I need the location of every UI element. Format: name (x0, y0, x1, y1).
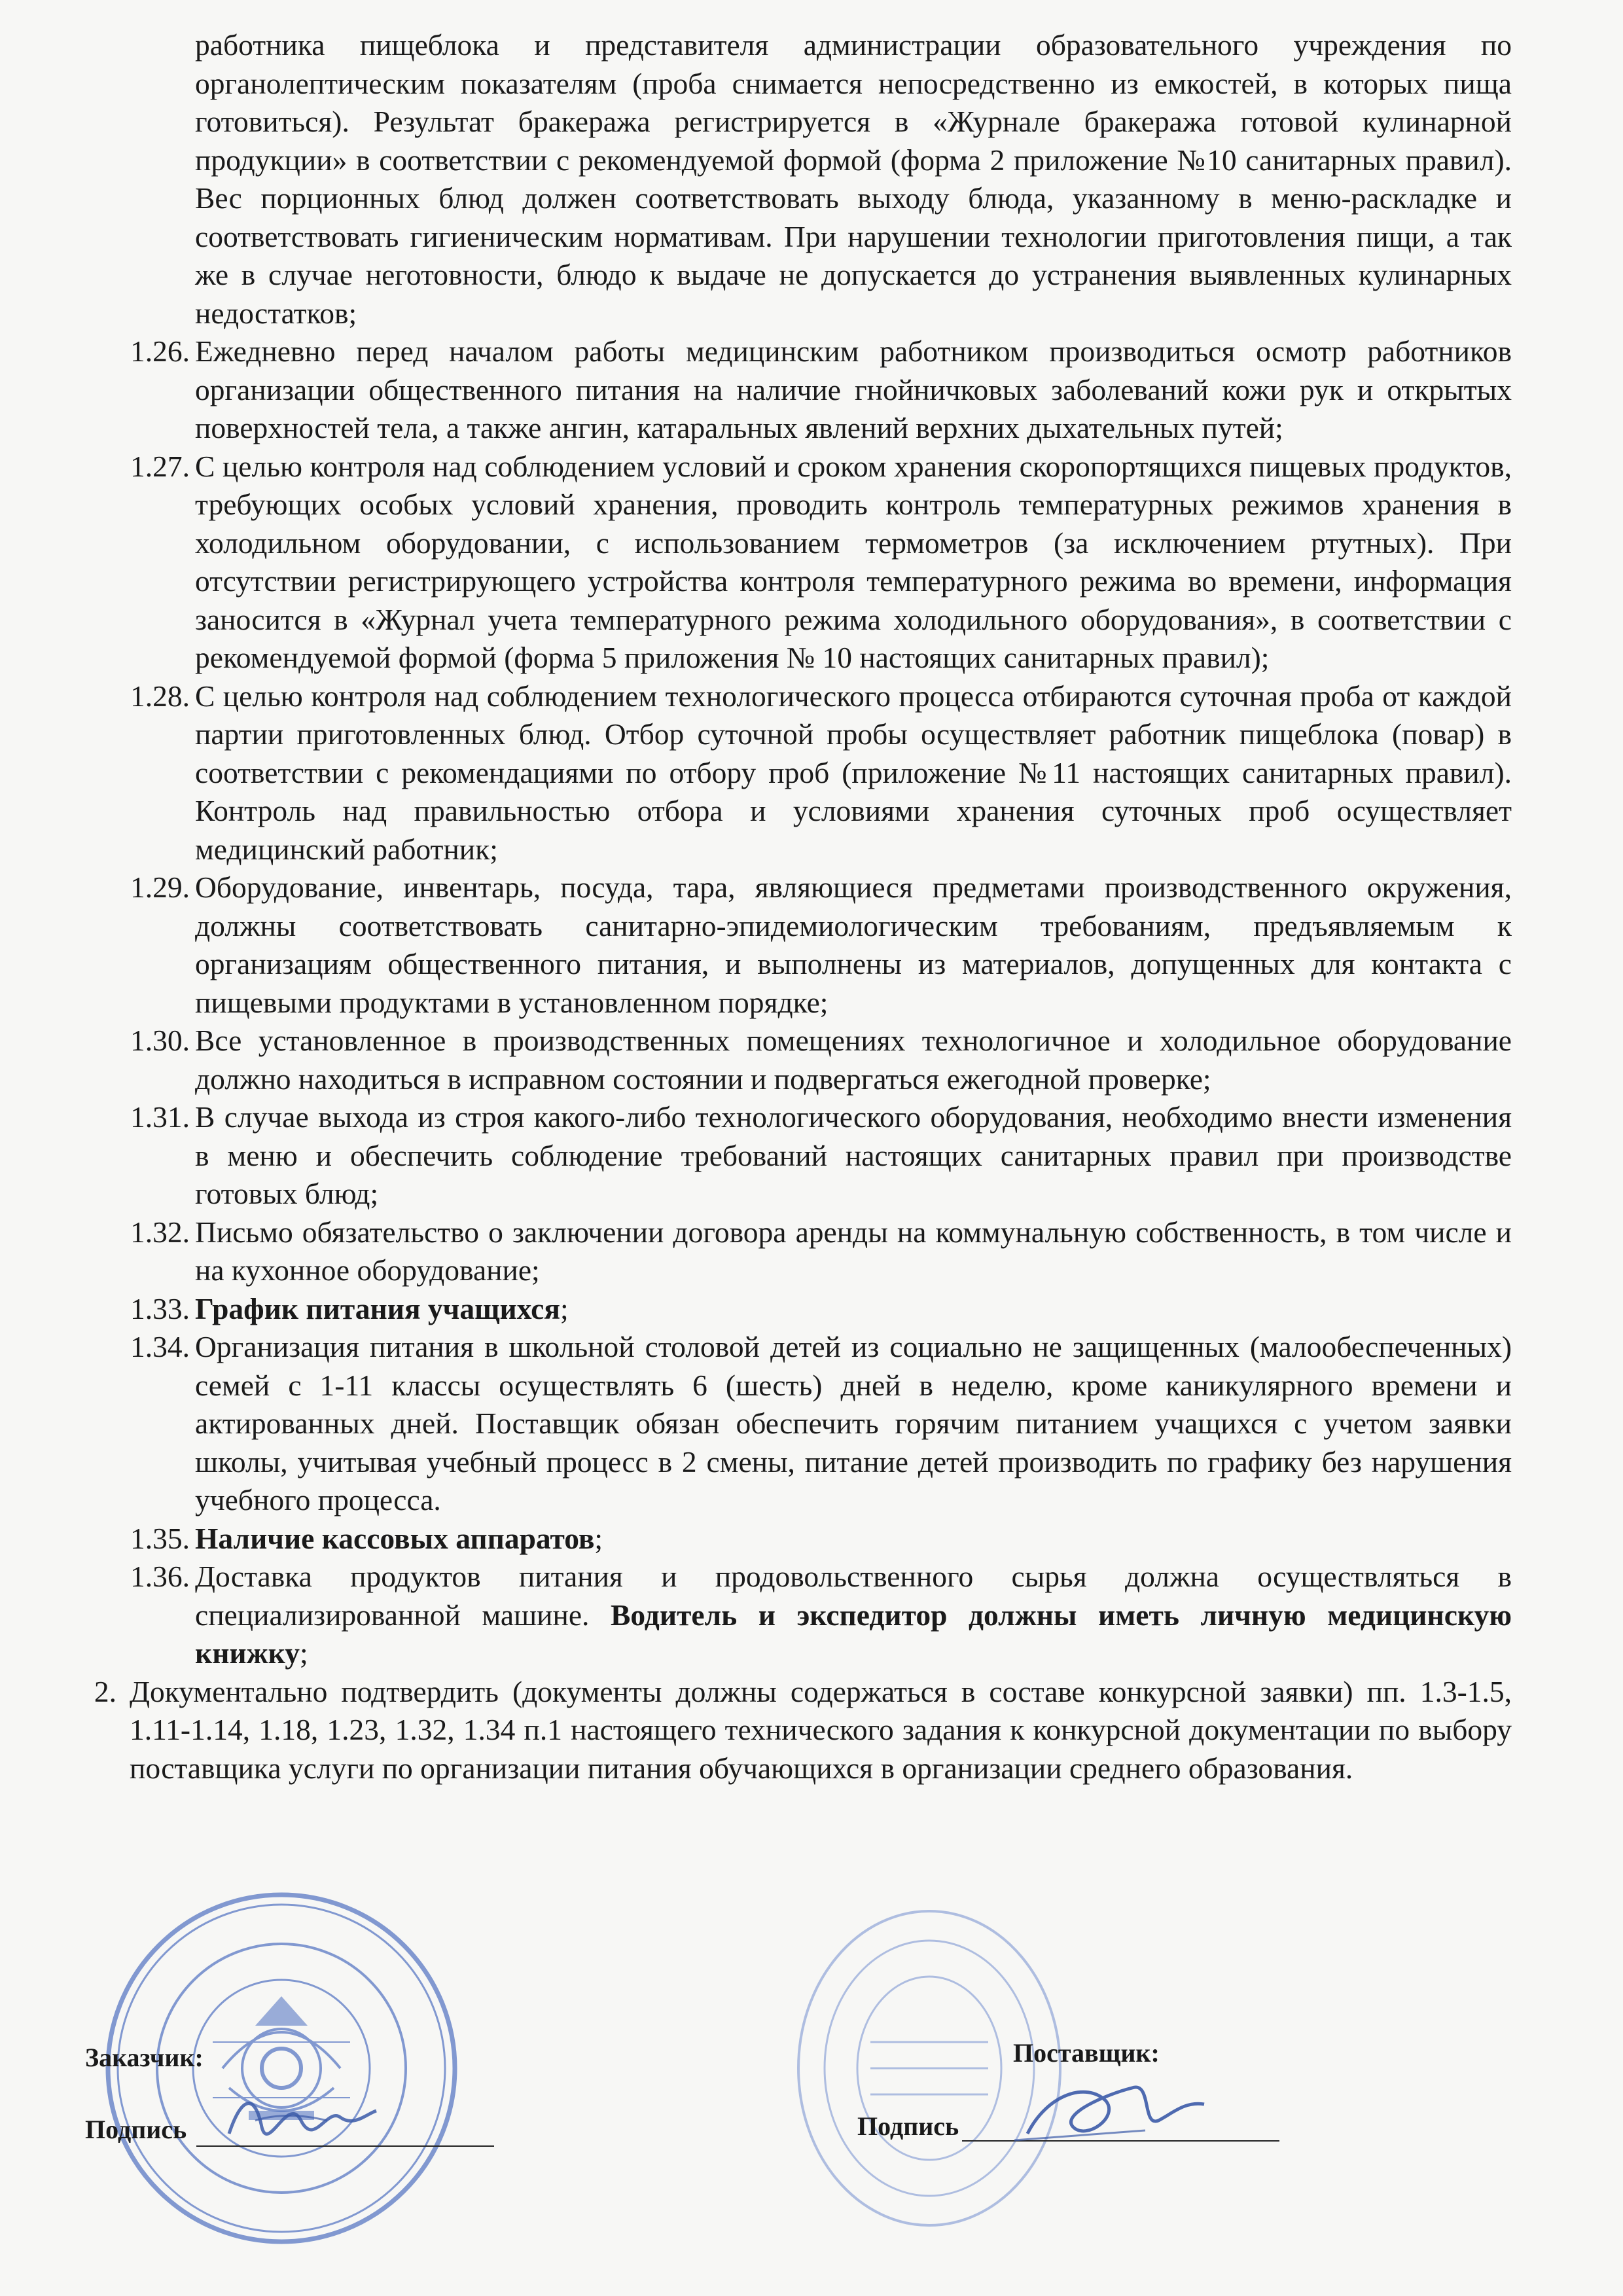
item-text: С целью контроля над соблюдением условий и сроком хранения скоропортящихся пищевых продуктов, требующих особых условий хранения, проводить контроль температурных режимов хранения в холодильном оборудовании, с использованием термометров (за исключением ртутных). При отсутствии регистрирующего устройства контроля температурного режима во времени, информация заносится в «Журнал учета температурного режима холодильного оборудования», в соответствии с рекомендуемой формой (форма 5 приложения № 10 настоящих санитарных правил); (195, 449, 1512, 674)
item-number: 1.35. (130, 1521, 190, 1555)
item-bold-text: Наличие кассовых аппаратов (195, 1521, 595, 1555)
customer-signature (216, 2081, 386, 2160)
supplier-sign-label: Подпись (857, 2111, 959, 2141)
item-1-35 (98, 1520, 1512, 1558)
item-text: Оборудование, инвентарь, посуда, тара, являющиеся предметами производственного окружения, должны соответствовать санитарно-эпидемиологическим требованиям, предъявляемым к организациям общественного питания, и выполнены из материалов, допущенных для контакта с пищевыми продуктами в установленном порядке; (195, 870, 1512, 1019)
customer-label: Заказчик: (85, 2043, 204, 2072)
item-number: 1.31. (130, 1100, 190, 1134)
item-text (195, 1558, 1512, 1673)
item-number: 1.27. (130, 449, 190, 483)
item-text: Письмо обязательство о заключении договора аренды на коммунальную собственность, в том числе и на кухонное оборудование; (195, 1215, 1512, 1287)
item-1-31 (98, 1098, 1512, 1213)
item-number: 1.34. (130, 1330, 190, 1363)
item-1-29 (98, 869, 1512, 1022)
customer-sign-label: Подпись (85, 2115, 187, 2144)
item-1-26 (98, 332, 1512, 448)
item-tail: ; (560, 1291, 569, 1325)
item-number: 1.30. (130, 1024, 190, 1057)
item-text (195, 1290, 1512, 1329)
item-1-34 (98, 1328, 1512, 1520)
item-1-32 (98, 1213, 1512, 1290)
item-bold-text: График питания учащихся (195, 1291, 560, 1325)
item-number: 1.26. (130, 334, 190, 368)
item-text (195, 1520, 1512, 1558)
item-2 (58, 1673, 1512, 1788)
item-lead: Доставка продуктов питания и продовольственного сырья должна осуществляться в специализированной машине. (195, 1560, 1512, 1632)
supplier-signature (1008, 2055, 1224, 2153)
item-tail: ; (299, 1636, 308, 1670)
item-tail: ; (594, 1521, 603, 1555)
item-text: В случае выхода из строя какого-либо технологического оборудования, необходимо внести изменения в меню и обеспечить соблюдение требований настоящих санитарных правил при производстве готовых блюд; (195, 1100, 1512, 1210)
item-number: 2. (94, 1674, 116, 1708)
item-number: 1.36. (130, 1560, 190, 1593)
item-text: Все установленное в производственных помещениях технологичное и холодильное оборудование должно находиться в исправном состоянии и подвергаться ежегодной проверке; (195, 1024, 1512, 1096)
item-bold-text: Водитель и экспедитор должны иметь личную медицинскую книжку (195, 1598, 1512, 1670)
item-1-33 (98, 1290, 1512, 1329)
item-number: 1.28. (130, 679, 190, 713)
item-number: 1.29. (130, 870, 190, 904)
intro-text: работника пищеблока и представителя администрации образовательного учреждения по органолептическим показателям (проба снимается непосредственно из емкостей, в которых пища готовиться). Результат бракеража регистрируется в «Журнале бракеража готовой кулинарной продукции» в соответствии с рекомендуемой формой (форма 2 приложение №10 санитарных правил). Вес порционных блюд должен соответствовать выходу блюда, указанному в меню-раскладке и соответствовать гигиеническим нормативам. При нарушении технологии приготовления пищи, а так же в случае неготовности, блюдо к выдаче не допускается до устранения выявленных кулинарных недостатков; (195, 28, 1512, 330)
intro-paragraph (98, 26, 1512, 332)
document-body (94, 26, 1512, 1787)
item-1-30 (98, 1022, 1512, 1098)
item-text: Организация питания в школьной столовой детей из социально не защищенных (малообеспеченных) семей с 1-11 классы осуществлять 6 (шесть) дней в неделю, кроме каникулярного времени и актированных дней. Поставщик обязан обеспечить горячим питанием учащихся с учетом заявки школы, учитывая учебный процесс в 2 смены, питание детей производить по графику без нарушения учебного процесса. (195, 1330, 1512, 1516)
item-text: Документально подтвердить (документы должны содержаться в составе конкурсной заявки) пп. 1.3-1.5, 1.11-1.14, 1.18, 1.23, 1.32, 1.34 п.1 настоящего технического задания к конкурсной документации по выбору поставщика услуги по организации питания обучающихся в организации среднего образования. (130, 1674, 1512, 1785)
item-1-27 (98, 448, 1512, 677)
item-text: С целью контроля над соблюдением технологического процесса отбираются суточная проба от каждой партии приготовленных блюд. Отбор суточной пробы осуществляет работник пищеблока (повар) в соответствии с рекомендациями по отбору проб (приложение №11 настоящих санитарных правил). Контроль над правильностью отбора и условиями хранения суточных проб осуществляет медицинский работник; (195, 679, 1512, 866)
item-1-36 (98, 1558, 1512, 1673)
item-number: 1.33. (130, 1291, 190, 1325)
item-text: Ежедневно перед началом работы медицинским работником производиться осмотр работников организации общественного питания на наличие гнойничковых заболеваний кожи рук и открытых поверхностей тела, а также ангин, катаральных явлений верхних дыхательных путей; (195, 334, 1512, 444)
supplier-label: Поставщик: (1013, 2038, 1160, 2068)
item-1-28 (98, 677, 1512, 869)
item-number: 1.32. (130, 1215, 190, 1249)
